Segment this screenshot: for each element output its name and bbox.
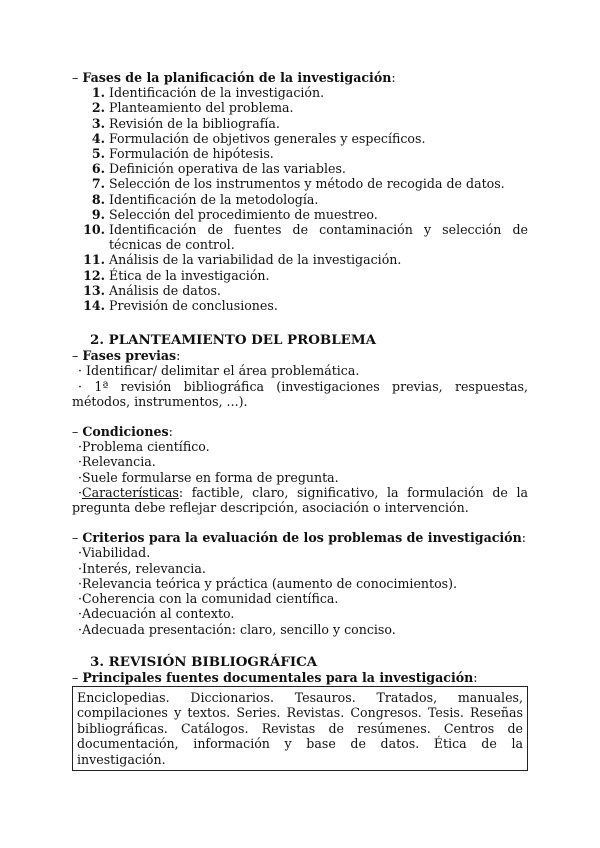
list-item: · Identificar/ delimitar el área problemática.: [78, 363, 360, 379]
list-item: 1. Identificación de la investigación.: [91, 85, 325, 101]
fuentes-heading: – Principales fuentes documentales para la investigación:: [72, 669, 478, 685]
fases-heading: – Fases de la planificación de la investigación:: [72, 70, 396, 85]
list-item: 14. Previsión de conclusiones.: [83, 298, 278, 314]
list-item: ·Suele formularse en forma de pregunta.: [78, 469, 339, 485]
list-item: 10. Identificación de fuentes de contaminación y selección de técnicas de control.: [83, 222, 528, 253]
list-item: 13. Análisis de datos.: [83, 282, 221, 298]
section-3-heading: 3. REVISIÓN BIBLIOGRÁFICA: [90, 653, 318, 670]
list-item: 6. Definición operativa de las variables.: [91, 161, 346, 177]
document-page: [72, 70, 528, 771]
criterios-heading: – Criterios para la evaluación de los problemas de investigación:: [72, 530, 526, 546]
list-item: 5. Formulación de hipótesis.: [91, 146, 274, 162]
list-item: ·Adecuación al contexto.: [78, 606, 235, 622]
list-item: 11. Análisis de la variabilidad de la investigación.: [83, 252, 402, 268]
list-item: ·Adecuada presentación: claro, sencillo y conciso.: [78, 621, 396, 637]
list-item: 8. Identificación de la metodología.: [91, 191, 319, 207]
fases-list: [72, 85, 528, 313]
list-item: ·Relevancia teórica y práctica (aumento de conocimientos).: [78, 575, 458, 591]
list-item: ·Problema científico.: [78, 439, 210, 455]
list-item: 9. Selección del procedimiento de muestreo.: [91, 206, 378, 222]
list-item: 3. Revisión de la bibliografía.: [91, 115, 280, 131]
fuentes-box: Enciclopedias. Diccionarios. Tesauros. Tratados, manuales, compilaciones y textos. Series. Revistas. Congresos. Tesis. Reseñas bibliográficas. Catálogos. Revistas de resúmenes. Centros de documentación, información y base de datos. Ética de la investigación.: [72, 686, 528, 771]
condiciones-heading: – Condiciones:: [72, 424, 173, 440]
section-2-heading: 2. PLANTEAMIENTO DEL PROBLEMA: [90, 332, 377, 349]
list-item: ·Relevancia.: [78, 454, 156, 470]
list-item: 12. Ética de la investigación.: [83, 267, 270, 283]
list-item: ·Viabilidad.: [78, 545, 151, 561]
list-item: · 1ª revisión bibliográfica (investigaciones previas, respuestas, métodos, instrumentos, ...).: [72, 378, 528, 409]
list-item: 4. Formulación de objetivos generales y específicos.: [91, 130, 426, 146]
fases-previas-heading: – Fases previas:: [72, 348, 181, 364]
list-item: ·Interés, relevancia.: [78, 560, 206, 576]
list-item: 2. Planteamiento del problema.: [91, 100, 294, 116]
list-item: ·Características: factible, claro, significativo, la formulación de la pregunta debe reflejar descripción, asociación o intervención.: [72, 484, 528, 516]
list-item: 7. Selección de los instrumentos y método de recogida de datos.: [91, 176, 505, 192]
list-item: ·Coherencia con la comunidad científica.: [78, 591, 339, 607]
